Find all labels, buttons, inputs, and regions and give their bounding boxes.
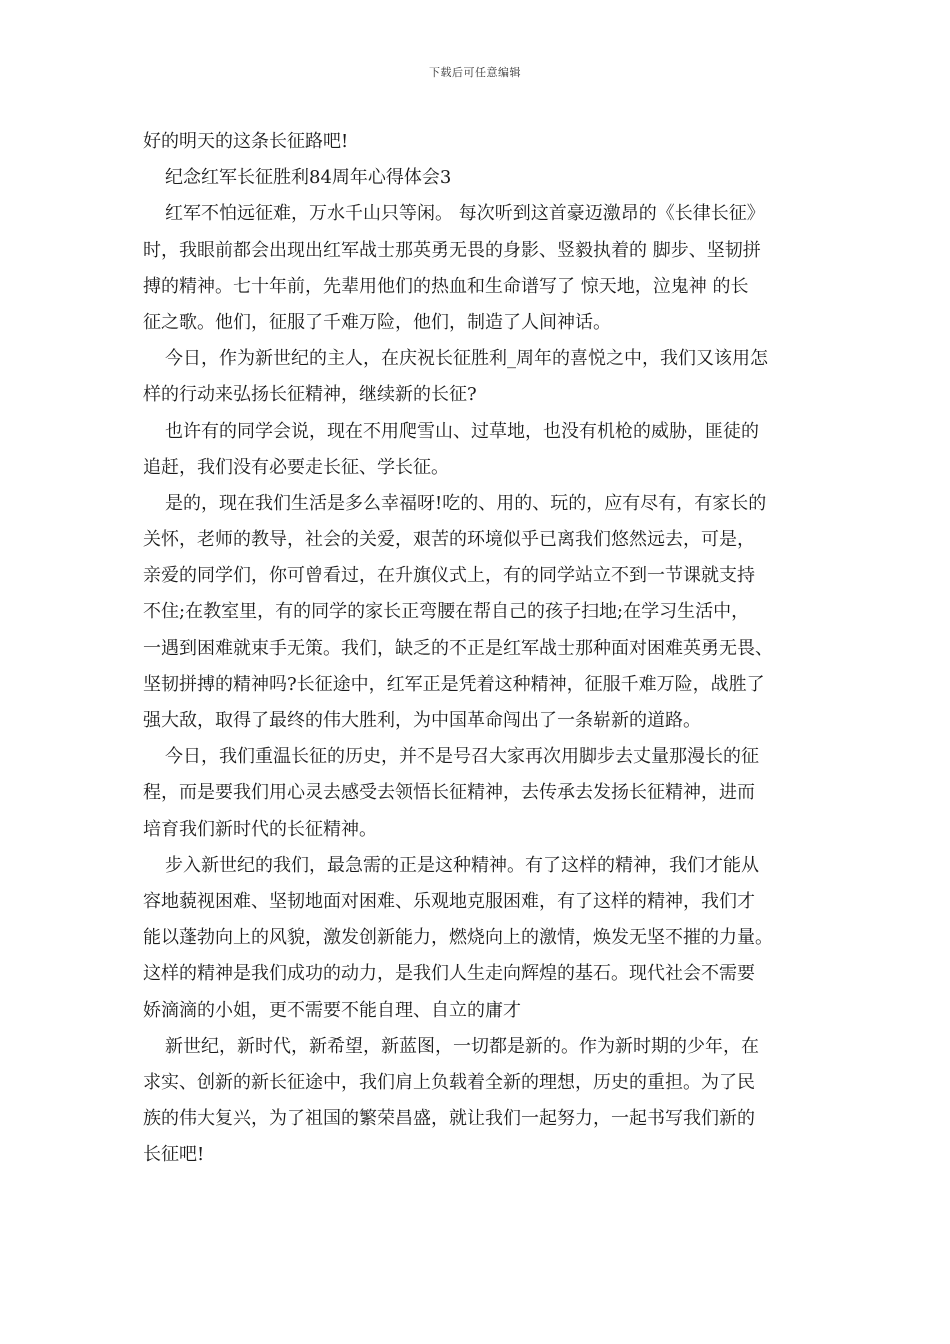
- text-line: 能以蓬勃向上的风貌，激发创新能力，燃烧向上的激情，焕发无坚不摧的力量。: [143, 927, 773, 949]
- text-line: 今日，作为新世纪的主人，在庆祝长征胜利_周年的喜悦之中，我们又该用怎: [165, 348, 768, 370]
- text-line: 追赶，我们没有必要走长征、学长征。: [143, 456, 449, 478]
- text-line: 长征吧!: [143, 1144, 205, 1166]
- text-line: 强大敌，取得了最终的伟大胜利，为中国革命闯出了一条崭新的道路。: [143, 710, 701, 731]
- text-line: 不住;在教室里，有的同学的家长正弯腰在帮自己的孩子扫地;在学习生活中，: [143, 601, 750, 623]
- text-line: 征之歌。他们，征服了千难万险，他们，制造了人间神话。: [143, 311, 611, 333]
- text-line: 红军不怕远征难，万水千山只等闲。 每次听到这首豪迈激昂的《长律长征》: [165, 203, 765, 225]
- text-line: 步入新世纪的我们，最急需的正是这种精神。有了这样的精神，我们才能从: [165, 854, 759, 876]
- text-line: 今日，我们重温长征的历史，并不是号召大家再次用脚步去丈量那漫长的征: [165, 746, 759, 768]
- text-line: 也许有的同学会说，现在不用爬雪山、过草地，也没有机枪的威胁，匪徒的: [165, 420, 759, 442]
- text-line: 娇滴滴的小姐，更不需要不能自理、自立的庸才: [143, 999, 521, 1021]
- text-line: 这样的精神是我们成功的动力，是我们人生走向辉煌的基石。现代社会不需要: [143, 963, 755, 985]
- text-line: 新世纪，新时代，新希望，新蓝图，一切都是新的。作为新时期的少年，在: [165, 1035, 759, 1057]
- text-line: 容地藐视困难、坚韧地面对困难、乐观地克服困难，有了这样的精神，我们才: [143, 890, 755, 912]
- text-line: 求实、创新的新长征途中，我们肩上负载着全新的理想，历史的重担。为了民: [143, 1071, 755, 1093]
- text-line: 一遇到困难就束手无策。我们，缺乏的不正是红军战士那种面对困难英勇无畏、: [143, 637, 773, 659]
- text-line: 培育我们新时代的长征精神。: [143, 818, 377, 840]
- text-line: 好的明天的这条长征路吧!: [143, 131, 349, 152]
- document-body: [143, 124, 823, 1173]
- text-line: 亲爱的同学们，你可曾看过，在升旗仪式上，有的同学站立不到一节课就支持: [143, 565, 755, 587]
- text-line: 是的，现在我们生活是多么幸福呀!吃的、用的、玩的，应有尽有，有家长的: [165, 492, 767, 514]
- text-line: 程，而是要我们用心灵去感受去领悟长征精神，去传承去发扬长征精神，进而: [143, 782, 755, 804]
- text-line: 样的行动来弘扬长征精神，继续新的长征?: [143, 384, 477, 406]
- text-line: 族的伟大复兴，为了祖国的繁荣昌盛，就让我们一起努力，一起书写我们新的: [143, 1108, 755, 1130]
- text-line: 时，我眼前都会出现出红军战士那英勇无畏的身影、竖毅执着的 脚步、坚韧拼: [143, 239, 761, 261]
- text-line: 搏的精神。七十年前，先辈用他们的热血和生命谱写了 惊天地，泣鬼神 的长: [143, 275, 749, 297]
- page-header: 下载后可任意编辑: [429, 66, 521, 79]
- section-title: 纪念红军长征胜利84周年心得体会3: [165, 167, 452, 189]
- text-line: 坚韧拼搏的精神吗?长征途中，红军正是凭着这种精神，征服千难万险，战胜了: [143, 673, 765, 695]
- text-line: 关怀，老师的教导，社会的关爱，艰苦的环境似乎已离我们悠然远去，可是，: [143, 529, 755, 551]
